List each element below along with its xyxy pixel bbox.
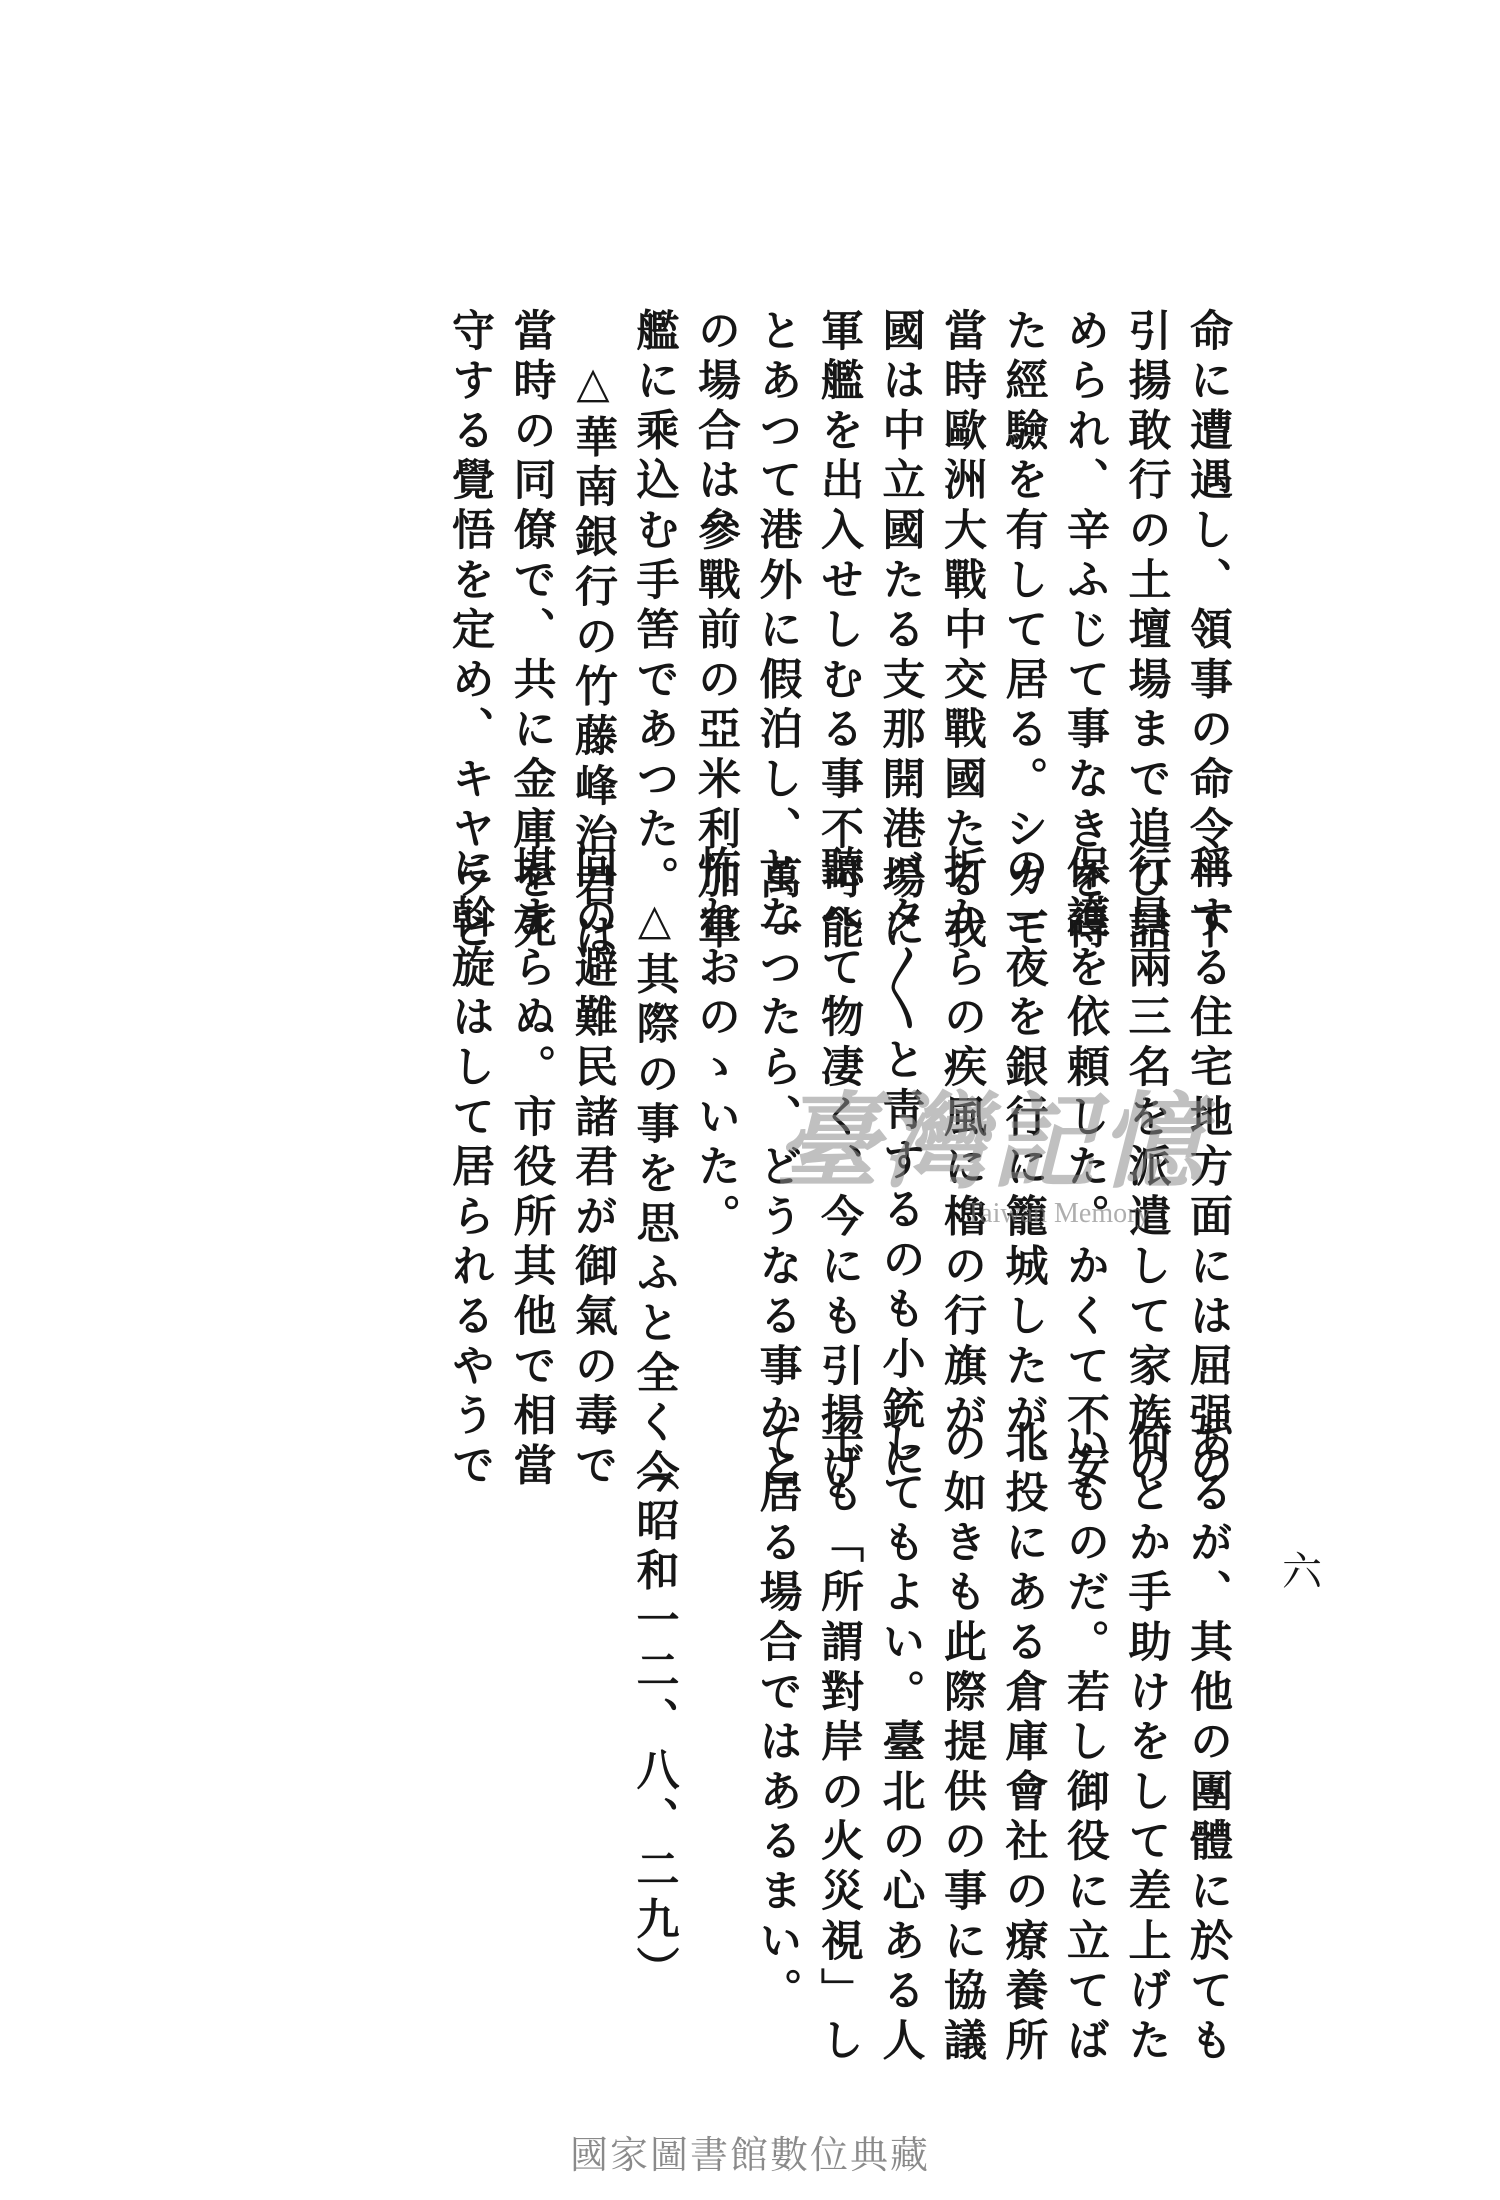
text-block-top: 命に遭遇し、領事の命令一下 引揚敢行の土壇場まで追ひ詰 められ、辛ふじて事なきを得 た經驗を有して居る。シカモ 當時歐洲大戰中交戰國たる我 國は中立國たる支那開港場に 軍艦を出入せしむる事不可能 とあつて港外に假泊し、萬一 の場合は參戰前の亞米利加軍 艦に乘込む手筈であつた。 △華南銀行の竹藤峰治君は 當時の同僚で、共に金庫を死 守する覺悟を定め、キヤラと	[445, 308, 1233, 963]
text-block-middle: 稱する住宅地方面には屈强の 行員兩三名を派遣して家族の 保護を依頼した。かくて不安 の一夜を銀行に籠城したが、 折からの疾風に櫓の行旗が バタ〳〵と靑するのも小銃に 聽へて物凄く、今にも引揚げ となつたら、どうなる事かと 怖れおのゝいた。 △其際の事を思ふと全く今 回の避難民諸君が御氣の毒で 堪まらぬ。市役所其他で相當 に斡旋はして居られるやうで	[445, 845, 1233, 1500]
watermark-main: 臺灣記憶	[775, 1080, 1208, 1203]
watermark-sub: Taiwan Memory	[965, 1198, 1151, 1229]
text-block-bottom: あるが、其他の團體に於ても 何とか手助けをして差上げた いものだ。若し御役に立てば 北投にある倉庫會社の療養所 の如きも此際提供の事に協議 してもよい。臺北の心ある人 士も「所謂對岸の火災視」し て居る場合ではあるまい。 （昭和一二、八、二九）	[629, 1420, 1233, 2068]
watermark-logo	[775, 1080, 1208, 1229]
page-number: 六	[1282, 1549, 1322, 1595]
footer-library-label: 國家圖書館數位典藏	[569, 2133, 930, 2177]
